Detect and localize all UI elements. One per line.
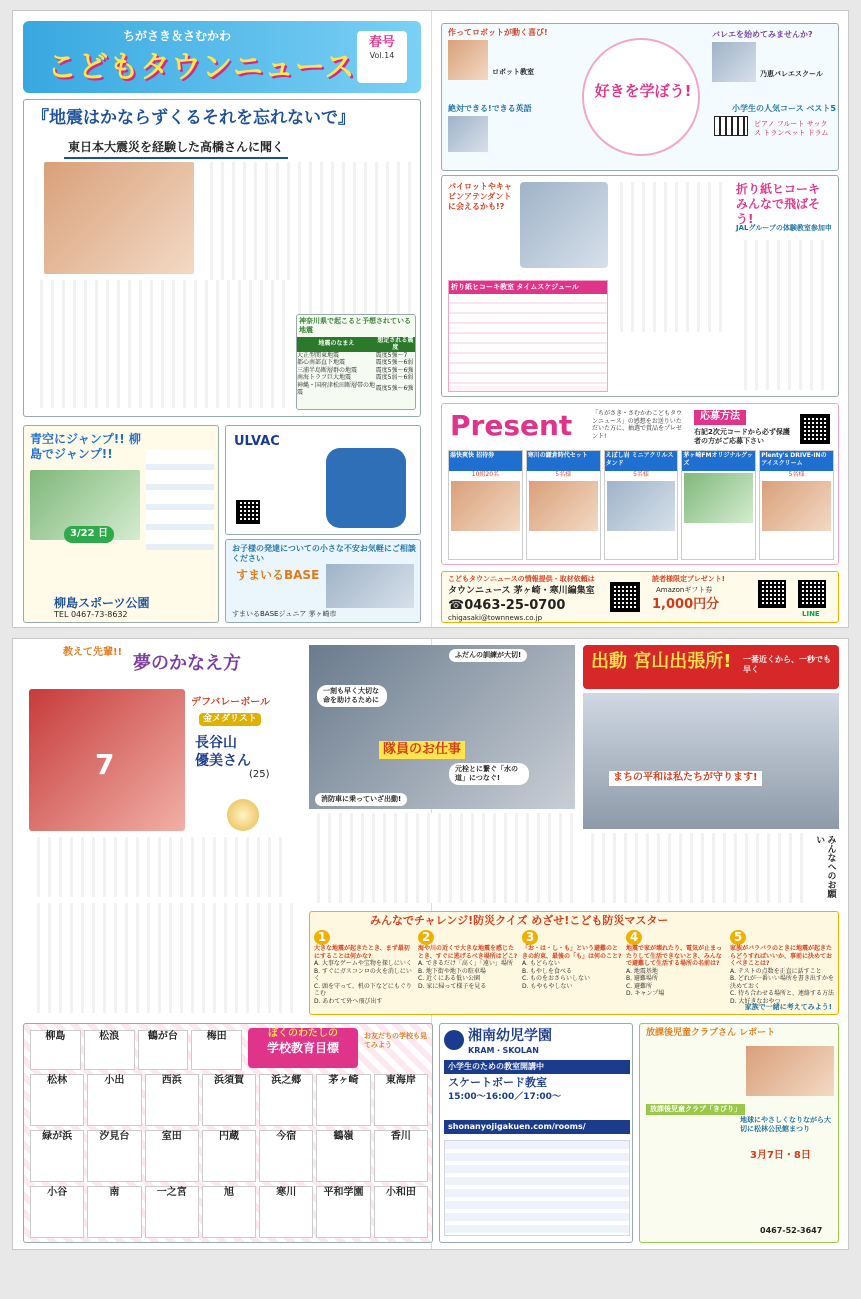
quake-table-row: [297, 367, 415, 375]
school-cell: 平和学園: [316, 1186, 370, 1238]
club-title: 放課後児童クラブさん レポート: [646, 1028, 776, 1038]
quake-name: 都心南部直下地震: [297, 359, 346, 366]
feature-headline: 『地震はかならずくるそれを忘れないで』: [32, 108, 355, 128]
quake-intensity: 震度5弱～6弱: [375, 374, 414, 381]
skate-title: スケートボード教室: [448, 1076, 547, 1089]
present-desc: 「ちがさき・さむかわこどもタウンニュース」の感想をお送りいただいた方に、抽選で賞品をプレゼント!: [592, 410, 683, 440]
page-fold: [431, 11, 432, 627]
feature-subhead: 東日本大震災を経験した高橋さんに聞く: [64, 138, 288, 159]
dream-body-text: [29, 837, 287, 897]
present-item-label: 寒川の鎌倉時代セット: [527, 451, 600, 471]
station-body-text: [583, 833, 809, 903]
popular-courses-title: 小学生の人気コース ベスト5: [732, 104, 836, 113]
quiz-question: [522, 930, 622, 1012]
ballet-ad-title: バレエを始めてみませんか?: [712, 30, 813, 39]
present-item[interactable]: [526, 450, 601, 560]
issue-badge: [357, 31, 407, 83]
quiz-option[interactable]: C. 近くにある低い公園: [418, 975, 481, 982]
line-label: LINE: [802, 610, 820, 618]
yanagishima-ad: [23, 425, 219, 623]
office-email[interactable]: chigasaki@townnews.co.jp: [448, 614, 543, 622]
school-cell: 松林: [30, 1074, 84, 1126]
jersey-number: 7: [95, 748, 115, 781]
quake-box-title: 神奈川県で起こると予想されている地震: [299, 317, 411, 334]
yanagishima-name: 柳島スポーツ公園: [54, 596, 150, 610]
school-grid-row: [30, 1130, 428, 1182]
quiz-number: 5: [730, 930, 746, 945]
job-label: 隊員のお仕事: [379, 741, 465, 759]
athlete-age: (25): [249, 769, 270, 780]
quiz-option[interactable]: B. すぐにガスコンロの火を消しにいく: [314, 967, 412, 982]
school-cell: 円蔵: [202, 1130, 256, 1182]
banner-title: 出動 宮山出張所!: [591, 651, 732, 672]
school-grid-row: [30, 1186, 428, 1238]
sumairu-name: すまいるBASE: [236, 568, 320, 582]
line-qr-code[interactable]: [798, 580, 826, 608]
quake-table-row: [297, 382, 415, 397]
school-cell: 旭: [202, 1186, 256, 1238]
quiz-option[interactable]: A. 大事なゲームや宝物を探しにいく: [314, 960, 412, 967]
school-details: [444, 1140, 630, 1236]
goals-header: [248, 1028, 358, 1068]
schools-ad-grid: [441, 23, 839, 171]
school-cell: 浜之郷: [259, 1074, 313, 1126]
school-name: 湘南幼児学園: [468, 1028, 552, 1044]
school-cell: 西浜: [145, 1074, 199, 1126]
ulvac-robot-icon: [326, 448, 406, 528]
instrument-item: ドラム: [807, 128, 829, 137]
firefighter-banner: [583, 645, 839, 689]
station-caption: まちの平和は私たちが守ります!: [609, 771, 762, 786]
issue-season: 春号: [368, 35, 395, 50]
banner-sub: 一番近くから、一秒でも早く: [743, 655, 831, 674]
present-item-count: 10組20名: [471, 471, 500, 478]
instrument-item: トランペット: [763, 128, 806, 137]
volleyball-icon: [227, 799, 259, 831]
quiz-text: 海や川の近くで大きな地震を感じたとき、すぐに逃げるべき場所はどこ?: [418, 945, 518, 960]
quiz-option[interactable]: B. 地下街や地下の駐車場: [418, 967, 486, 975]
quiz-option[interactable]: D. 家に帰って様子を見る: [418, 982, 487, 990]
present-item-count: 5名様: [555, 471, 572, 478]
school-sub: KRAM・SKOLAN: [468, 1046, 539, 1055]
present-section: [441, 403, 839, 565]
present-items: [448, 450, 834, 560]
dream-article: [23, 645, 293, 901]
school-cell: 香川: [374, 1130, 428, 1182]
quiz-option[interactable]: D. あわてて外へ飛び出す: [314, 997, 383, 1005]
quiz-section: [309, 911, 839, 1015]
fire-station-photo: [583, 693, 839, 829]
skate-time: 15:00～16:00／17:00～: [448, 1092, 561, 1102]
quake-intensity: 震度5強～7: [375, 351, 408, 359]
quiz-question: [730, 930, 836, 1012]
medal-label: 金メダリスト: [199, 713, 261, 726]
interview-photo: [44, 162, 194, 274]
contact-strip: [441, 571, 839, 623]
present-item[interactable]: [604, 450, 679, 560]
school-cell: 柳島: [30, 1030, 81, 1070]
school-cell: 南: [87, 1186, 141, 1238]
quake-table-row: [297, 352, 415, 360]
event-title: 地球にやさしくなりながら大切に松林公民館まつり: [740, 1116, 831, 1133]
quiz-text: 家族がバラバラのときに地震が起きたらどうすればいいか、事前に決めておくべきことは?: [730, 945, 833, 967]
apply-qr-code[interactable]: [800, 414, 830, 444]
sumairu-footer: すまいるBASEジュニア 茅ヶ崎市: [232, 610, 337, 618]
shonan-school-ad: [439, 1023, 633, 1243]
dream-tag: 教えて先輩!!: [63, 647, 123, 658]
ulvac-logo: ULVAC: [234, 434, 280, 449]
athlete-photo: [29, 689, 185, 831]
robot-ad-title: 作ってロボットが動く喜び!: [448, 28, 548, 37]
quake-intensity: 震度5強～6強: [375, 366, 414, 374]
callout-water: 元栓とに繋ぐ「水の道」につなぐ!: [449, 763, 529, 785]
origami-title: 折り紙ヒコーキ みんなで飛ばそう!: [736, 182, 821, 226]
present-item-photo: [451, 481, 520, 531]
quiz-text: 「お・は・し・も」という避難のときの約束、最後の「も」は何のこと?: [522, 945, 622, 960]
pilot-bubble: パイロットやキャビンアテンダントに会えるかも!?: [448, 182, 512, 211]
school-cell: 寒川: [259, 1186, 313, 1238]
quake-name: 大正型関東地震: [297, 351, 340, 359]
origami-body-text-right: [736, 240, 832, 390]
origami-sub: JALグループの体験教室参加申: [736, 224, 832, 232]
present-item[interactable]: [448, 450, 523, 560]
quiz-option[interactable]: C. 避難所: [626, 982, 653, 990]
school-cell: 緑が浜: [30, 1130, 84, 1182]
schedule-lines: [449, 294, 607, 386]
present-item-label: えぼし岩 ミニアクリルスタンド: [605, 451, 678, 471]
present-item[interactable]: [759, 450, 834, 560]
event-date: 3月7日・8日: [750, 1150, 811, 1161]
dream-body-text-lower: [29, 903, 293, 1013]
origami-body-text: [612, 182, 730, 332]
sumairu-title: お子様の発達についての小さな不安お気軽にご相談ください: [232, 544, 416, 563]
quiz-option[interactable]: A. 地震基地: [626, 967, 658, 975]
quake-table-header: [297, 337, 415, 352]
robot-photo: [448, 40, 488, 80]
yanagishima-sponsors: [146, 450, 214, 550]
info-title: こどもタウンニュースの情報提供・取材依頼は: [448, 575, 595, 583]
school-cell: 汐見台: [87, 1130, 141, 1182]
quake-table-head-name: 地震のなまえ: [318, 340, 355, 348]
present-item-photo: [762, 481, 831, 531]
present-item-label: Plenty's DRIVE-INのアイスクリーム: [760, 451, 833, 471]
quiz-text: 地震で家が壊れたり、電気が止まったりして生活できないとき、みんなで避難して生活する場所の名前は?: [626, 945, 723, 967]
instrument-item: フルート: [776, 120, 805, 128]
quiz-option[interactable]: B. もやしを食べる: [522, 967, 572, 975]
amazon-value: 1,000円分: [652, 597, 720, 612]
callout-engine: 消防車に乗っていざ出動!: [315, 793, 407, 806]
school-goals-section: [23, 1023, 433, 1243]
present-item-photo: [529, 481, 598, 531]
firefighter-body-text: [309, 813, 575, 903]
amazon-qr-code[interactable]: [758, 580, 786, 608]
sumairu-base-ad: [225, 539, 421, 623]
club-sub: 放課後児童クラブ「きびり」: [646, 1104, 745, 1115]
newspaper-spread-bottom: [12, 638, 849, 1250]
instrument-list: [754, 120, 834, 138]
goals-header-2: 学校教育目標: [266, 1040, 339, 1055]
quake-name: 南海トラフ巨大地震: [297, 374, 352, 381]
footer-tel[interactable]: 0467-52-3647: [760, 1226, 823, 1235]
schedule-box: [448, 280, 608, 392]
school-cell: 室田: [145, 1130, 199, 1182]
quiz-option[interactable]: D. キャンプ場: [626, 990, 665, 997]
school-cell: 東海岸: [374, 1074, 428, 1126]
school-logo-icon: [444, 1030, 464, 1050]
quake-table-row: [297, 374, 415, 382]
quiz-question: [418, 930, 518, 1012]
school-cell: 鶴嶺: [316, 1130, 370, 1182]
office-phone[interactable]: ☎0463-25-0700: [448, 598, 566, 613]
quiz-option[interactable]: A. もどらない: [522, 960, 560, 967]
english-photo: [448, 116, 488, 152]
feature-body-text-lower: [32, 280, 292, 408]
callout-rescue: 一刻も早く大切な命を助けるために: [317, 685, 387, 707]
school-cell: 梅田: [191, 1030, 242, 1070]
yanagishima-title: 青空にジャンプ!! 柳島でジャンプ!!: [30, 432, 141, 461]
present-title: Present: [450, 409, 573, 442]
amazon-title: 読者様限定プレゼント!: [652, 575, 725, 583]
quiz-question: [314, 930, 414, 1012]
school-cell: 小和田: [374, 1186, 428, 1238]
apply-desc: 右記2次元コードから必ず保護者の方がご応募下さい: [694, 428, 790, 445]
school-cell: 鶴が台: [138, 1030, 189, 1070]
suki-title: 好きを学ぼう!: [594, 82, 692, 100]
amazon-label: Amazonギフト券: [656, 586, 713, 594]
school-cell: 松浪: [84, 1030, 135, 1070]
issue-number: Vol.14: [369, 51, 395, 61]
yanagishima-date: 3/22 日: [64, 526, 114, 543]
present-item-count: 5名様: [633, 471, 649, 478]
school-cell: 茅ヶ崎: [316, 1074, 370, 1126]
robot-school-name: ロボット教室: [492, 68, 534, 76]
quiz-option[interactable]: B. どれが一番いい場所を書き出すかを決めておく: [730, 975, 834, 990]
ballet-photo: [712, 42, 756, 82]
quake-intensity: 震度5強～6弱: [375, 359, 414, 366]
apply-title: 応募方法: [694, 410, 746, 425]
reader-request: みんなへのお願い: [814, 835, 836, 898]
pilot-photo: [520, 182, 608, 268]
masthead: [23, 21, 421, 93]
school-grid: [30, 1030, 242, 1070]
present-item-label: 湯快爽快 招待券: [449, 451, 522, 471]
ulvac-qr-code[interactable]: [236, 500, 260, 524]
present-item-photo: [607, 481, 676, 531]
goals-sub: お友だちの学校も見てみよう: [364, 1032, 427, 1049]
training-photo: [309, 645, 575, 809]
office-name: タウンニュース 茅ヶ崎・寒川編集室: [448, 586, 595, 596]
quiz-option[interactable]: C. ものをおさらいしない: [522, 975, 591, 982]
quiz-number: 2: [418, 930, 434, 945]
school-cell: 今宿: [259, 1130, 313, 1182]
quake-box: [296, 314, 416, 410]
newspaper-spread-top: [12, 10, 849, 628]
firefighter-article: [309, 645, 839, 905]
quiz-option[interactable]: B. 避難場所: [626, 975, 658, 982]
earthquake-feature: [23, 99, 421, 417]
goals-header-1: ぼくのわたしの: [268, 1028, 338, 1039]
quiz-number: 3: [522, 930, 538, 945]
instrument-item: ピアノ: [754, 120, 775, 128]
sport-label: デフバレーボール: [191, 697, 270, 708]
quiz-question: [626, 930, 726, 1012]
school-url[interactable]: shonanyojigakuen.com/rooms/: [444, 1120, 630, 1134]
dream-title: 夢のかなえ方: [133, 653, 241, 674]
school-grid-row: [30, 1074, 428, 1126]
present-item-count: 5名様: [788, 471, 805, 478]
quake-name: 三浦半島断層群の地震: [297, 366, 358, 374]
callout-training: ふだんの訓練が大切!: [449, 649, 527, 662]
schedule-title: 折り紙ヒコーキ教室 タイムスケジュール: [449, 281, 607, 294]
school-cell: 小谷: [30, 1186, 84, 1238]
quiz-number: 4: [626, 930, 642, 945]
quiz-title: みんなでチャレンジ!防災クイズ めざせ!こども防災マスター: [370, 914, 669, 927]
quake-name: 神縄・国府津松田断層帯の地震: [297, 381, 376, 396]
ballet-school-name: 乃恵バレエスクール: [760, 70, 823, 78]
athlete-name: 長谷山 優美さん: [195, 735, 251, 769]
quake-table: [297, 337, 415, 397]
origami-article: [441, 175, 839, 397]
quake-table-row: [297, 359, 415, 367]
piano-icon: [714, 116, 748, 136]
masthead-subtitle: ちがさき＆さむかわ: [123, 29, 232, 43]
quake-intensity: 震度5強～6強: [375, 385, 414, 393]
recruit-bar: 小学生のための教室開講中: [444, 1060, 630, 1074]
present-item-photo: [684, 473, 753, 523]
yanagishima-tel: TEL 0467-73-8632: [54, 610, 128, 619]
quiz-option[interactable]: A. できるだけ「高く」「遠い」場所: [418, 960, 513, 967]
quiz-number: 1: [314, 930, 330, 945]
quiz-option[interactable]: C. 頭を守って、机の下などにもぐりこむ: [314, 982, 412, 997]
school-cell: 小出: [87, 1074, 141, 1126]
school-cell: 一之宮: [145, 1186, 199, 1238]
quiz-option[interactable]: D. もやもやしない: [522, 982, 573, 990]
info-qr-code[interactable]: [610, 582, 640, 612]
suki-circle: [582, 38, 700, 156]
club-report: [639, 1023, 839, 1243]
quiz-option[interactable]: D. 大好きなおやつ: [730, 997, 781, 1005]
house-photo: [326, 564, 414, 608]
quiz-footer: 家族で一緒に考えてみよう!: [744, 1003, 832, 1012]
present-item-label: 茅ヶ崎FMオリジナルグッズ: [682, 451, 755, 471]
english-ad-title: 絶対できる!できる英語: [448, 104, 532, 113]
quiz-option[interactable]: A. テストの点数を正直に話すこと: [730, 967, 822, 975]
school-cell: 浜須賀: [202, 1074, 256, 1126]
present-item[interactable]: [681, 450, 756, 560]
masthead-title: こどもタウンニュース: [47, 50, 356, 85]
quiz-option[interactable]: C. 待ち合わせる場所と、連絡する方法: [730, 990, 835, 997]
quake-table-head-intensity: 想定される震度: [377, 336, 414, 351]
quiz-text: 大きな地震が起きたとき、まず最初にすることは何かな?: [314, 945, 410, 960]
club-photo: [746, 1046, 834, 1096]
ulvac-ad: [225, 425, 421, 535]
instrument-item: サックス: [754, 120, 828, 137]
